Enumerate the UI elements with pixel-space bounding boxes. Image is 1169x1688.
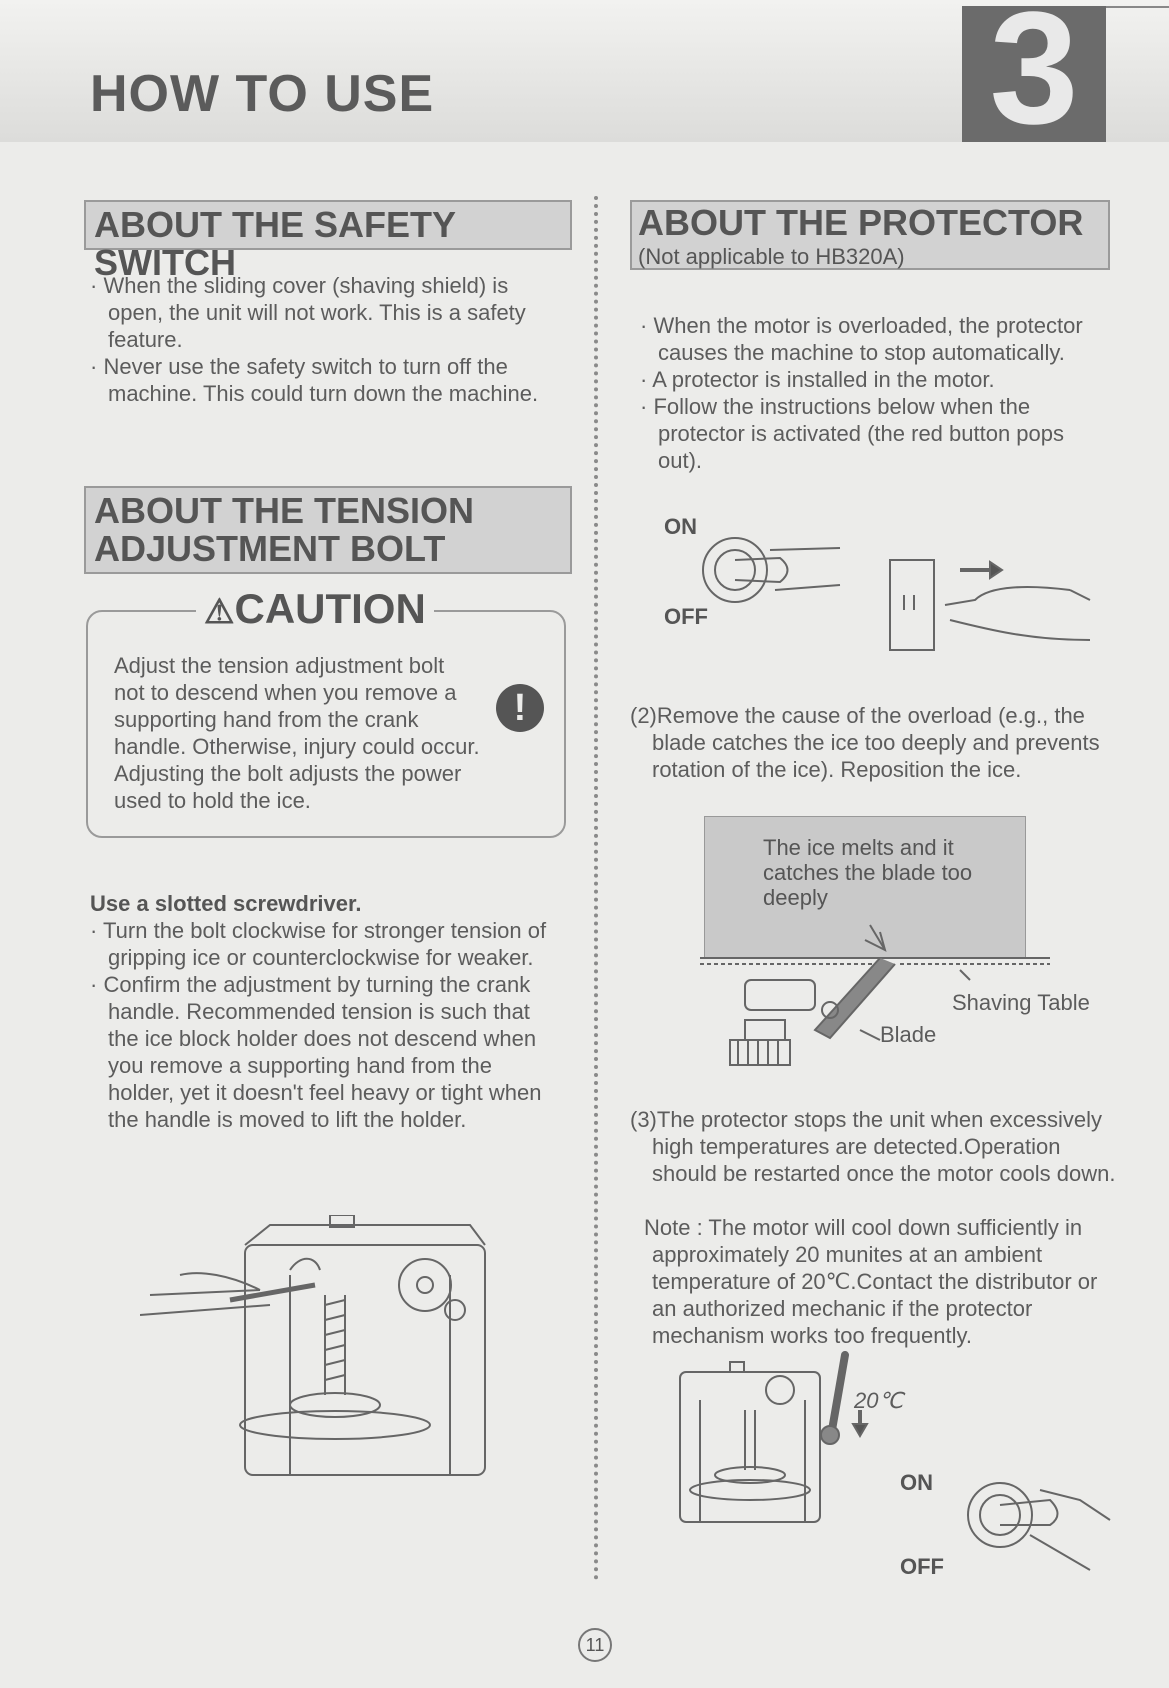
motor-cooldown-illustration (660, 1350, 1130, 1590)
caution-text: Adjust the tension adjustment bolt not to descend when you remove a supporting hand from the crank handle. Otherwise, injury could occur. Adjusting the bolt adjusts the power used to hold the ice. (114, 653, 480, 813)
switch-on-label: ON (664, 514, 697, 539)
page-header (0, 0, 1169, 157)
list-item: · A protector is installed in the motor. (640, 367, 995, 392)
protector-heading: ABOUT THE PROTECTOR (638, 202, 1084, 243)
page-number: 11 (578, 1628, 612, 1662)
tension-heading-box (84, 486, 572, 574)
chapter-badge (962, 0, 1106, 157)
shaving-table-label: Shaving Table (952, 990, 1090, 1015)
switch-off-label: OFF (664, 604, 708, 629)
chapter-number: 3 (989, 0, 1079, 157)
page-title: HOW TO USE (90, 65, 435, 123)
header-rule (1106, 6, 1169, 8)
warning-triangle-icon: ⚠ (204, 593, 235, 631)
step-2-text: (2)Remove the cause of the overload (e.g., the blade catches the ice too deeply and prevents rotation of the ice). Reposition the ice. (630, 703, 1100, 782)
safety-switch-text (90, 272, 562, 407)
protector-text (640, 312, 1106, 474)
column-divider (594, 196, 598, 1581)
tension-instructions (90, 890, 562, 1133)
note-text: Note : The motor will cool down sufficiently in approximately 20 munites at an ambient temperature of 20℃.Contact the distributor or an authorized mechanic if the protector mechanism works too frequently. (644, 1215, 1098, 1348)
safety-switch-heading: ABOUT THE SAFETY SWITCH (94, 204, 456, 283)
list-item: · When the sliding cover (shaving shield) is open, the unit will not work. This is a safety feature. (90, 273, 526, 352)
switch2-off-label: OFF (900, 1554, 944, 1579)
switch-and-plug-illustration (690, 530, 1110, 660)
step-3-text: (3)The protector stops the unit when excessively high temperatures are detected.Operation should be restarted once the motor cools down. (630, 1107, 1116, 1186)
list-item: · When the motor is overloaded, the protector causes the machine to stop automatically. (640, 313, 1083, 365)
list-item: · Confirm the adjustment by turning the crank handle. Recommended tension is such that the ice block holder does not descend when you remove a supporting hand from the holder, yet it doesn't feel heavy or tight when the handle is moved to lift the holder. (90, 972, 542, 1132)
ice-caption: The ice melts and it catches the blade too deeply (763, 835, 973, 910)
caution-title: ⚠CAUTION (196, 585, 434, 633)
switch2-on-label: ON (900, 1470, 933, 1495)
tension-heading-line2: ADJUSTMENT BOLT (94, 528, 446, 569)
protector-heading-box (630, 200, 1110, 270)
protector-subheading: (Not applicable to HB320A) (638, 244, 905, 269)
safety-switch-heading-box (84, 200, 572, 283)
tension-heading-line1: ABOUT THE TENSION (94, 490, 475, 531)
tension-adjustment-illustration (140, 1215, 520, 1485)
list-item: · Turn the bolt clockwise for stronger tension of gripping ice or counterclockwise for weaker. (90, 918, 547, 970)
blade-label: Blade (880, 1022, 937, 1047)
list-item: · Follow the instructions below when the protector is activated (the red button pops out). (640, 394, 1065, 473)
exclamation-icon: ! (496, 684, 544, 732)
tension-subheading: Use a slotted screwdriver. (90, 891, 362, 916)
list-item: · Never use the safety switch to turn off the machine. This could turn down the machine. (90, 354, 539, 406)
temperature-label: 20℃ (854, 1388, 904, 1413)
